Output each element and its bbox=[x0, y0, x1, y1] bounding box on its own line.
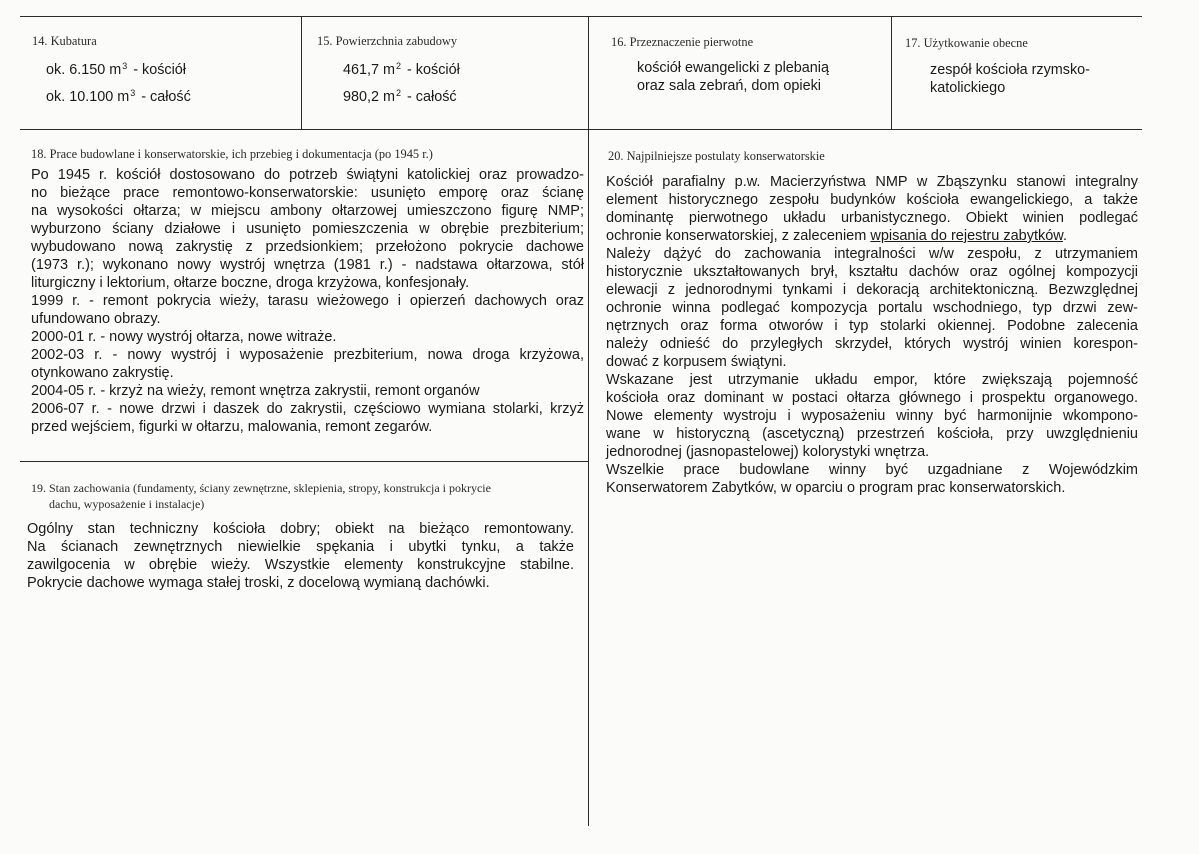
section-19-line: zawilgocenia w obrębie wieży. Wszystkie elementy konstrukcyjne stabilne. bbox=[27, 557, 574, 573]
section-20-line: Wszelkie prace budowlane winny być uzgadniane z Wojewódzkim bbox=[606, 462, 1138, 478]
section-17-line-2: katolickiego bbox=[930, 80, 1006, 96]
section-19-line: Na ścianach zewnętrznych niewielkie spękania i ubytki tynku, a także bbox=[27, 539, 574, 555]
divider-14-15 bbox=[301, 16, 302, 129]
divider-16-17 bbox=[891, 16, 892, 129]
section-17-line-1: zespół kościoła rzymsko- bbox=[930, 62, 1090, 78]
register-entry-recommendation: wpisania do rejestru zabytków bbox=[870, 228, 1063, 244]
section-15-value-total: 980,2 $m^2$ - całość bbox=[343, 88, 457, 105]
section-20-line: dominantę pierwotnego układu urbanistycznego. Obiekt winien podlegać bbox=[606, 210, 1138, 226]
section-19-title-line-2: dachu, wyposażenie i instalacje) bbox=[49, 497, 205, 511]
section-20-line: elewacji z jednorodnymi tynkami i dekoracją architektoniczną. Bezwzględnej bbox=[606, 282, 1138, 298]
section-18-line: no bieżące prace remontowo-konserwatorskie: usunięto emporę oraz ścianę bbox=[31, 185, 584, 201]
section-16-title: 16. Przeznaczenie pierwotne bbox=[611, 35, 754, 49]
section-20-line: Kościół parafialny p.w. Macierzyństwa NMP w Zbąszynku stanowi integralny bbox=[606, 174, 1138, 190]
section-20-line: wane w historyczną (ascetyczną) przestrzeń kościoła, przy uwzględnieniu bbox=[606, 426, 1138, 442]
top-row-bottom-border bbox=[20, 129, 1142, 130]
section-15-title: 15. Powierzchnia zabudowy bbox=[317, 34, 458, 48]
section-18-line: 2006-07 r. - nowe drzwi i daszek do zakrystii, częściowo wymiana stolarki, krzyż bbox=[31, 401, 584, 417]
section-20-title: 20. Najpilniejsze postulaty konserwatorskie bbox=[608, 149, 825, 163]
section-14-title: 14. Kubatura bbox=[32, 34, 97, 48]
section-19-line: Pokrycie dachowe wymaga stałej troski, z docelową wymianą dachówki. bbox=[27, 575, 490, 591]
section-17-title: 17. Użytkowanie obecne bbox=[905, 36, 1028, 50]
section-14-value-church: ok. 6.150 $m^3$ - kościół bbox=[46, 61, 186, 78]
section-20-line: Nowe elementy wystroju i wyposażeniu winny być harmonijnie wkompono- bbox=[606, 408, 1138, 424]
section-16-line-1: kościół ewangelicki z plebanią bbox=[637, 60, 829, 76]
section-18-title: 18. Prace budowlane i konserwatorskie, ich przebieg i dokumentacja (po 1945 r.) bbox=[31, 147, 433, 161]
section-19-line: Ogólny stan techniczny kościoła dobry; obiekt na bieżąco remontowany. bbox=[27, 521, 574, 537]
section-20-line: Konserwatorem Zabytków, w oparciu o program prac konserwatorskich. bbox=[606, 480, 1066, 496]
section-20-line: ochronie konserwatorskiej, z zaleceniem wpisania do rejestru zabytków. bbox=[606, 228, 1068, 244]
section-14-value-total: ok. 10.100 $m^3$ - całość bbox=[46, 88, 191, 105]
section-18-line: Po 1945 r. kościół dostosowano do potrzeb świątyni katolickiej oraz prowadzo- bbox=[31, 167, 584, 183]
section-20-line: Należy dążyć do zachowania integralności w/w zespołu, z utrzymaniem bbox=[606, 246, 1138, 262]
section-20-line: kościoła oraz dominant w postaci ołtarza głównego i prospektu organowego. bbox=[606, 390, 1138, 406]
section-18-line: 2004-05 r. - krzyż na wieży, remont wnętrza zakrystii, remont organów bbox=[31, 383, 480, 399]
section-18-line: ufundowano obrazy. bbox=[31, 311, 161, 327]
section-16-line-2: oraz sala zebrań, dom opieki bbox=[637, 78, 821, 94]
section-18-line: (1973 r.); wykonano nowy wystrój wnętrza (1981 r.) - nadstawa ołtarzowa, stół bbox=[31, 257, 584, 273]
section-20-line: należy odnieść do przyległych skrzydeł, których wystrój winien korespon- bbox=[606, 336, 1138, 352]
section-18-line: wyburzono ściany działowe i usunięto pomieszczenia w obrębie prezbiterium; bbox=[31, 221, 584, 237]
section-19-title-line-1: 19. Stan zachowania (fundamenty, ściany zewnętrzne, sklepienia, stropy, konstrukcja i pokrycie bbox=[31, 481, 491, 495]
section-18-line: na wysokości ołtarza; w miejscu ambony ołtarzowej umieszczono figurę NMP; bbox=[31, 203, 584, 219]
section-18-line: 2002-03 r. - nowy wystrój i wyposażenie prezbiterium, nowa droga krzyżowa, bbox=[31, 347, 584, 363]
section-18-line: 2000-01 r. - nowy wystrój ołtarza, nowe witraże. bbox=[31, 329, 337, 345]
section-18-line: wybudowano nową zakrystię z przedsionkiem; przełożono pokrycie dachowe bbox=[31, 239, 584, 255]
section-20-line: jednorodnej (jasnopastelowej) kolorystyki wnętrza. bbox=[606, 444, 930, 460]
center-divider bbox=[588, 16, 589, 826]
section-18-line: przed wejściem, figurki w ołtarzu, malowania, remont zegarów. bbox=[31, 419, 433, 435]
section-18-19-divider bbox=[20, 461, 588, 462]
section-18-line: otynkowano zakrystię. bbox=[31, 365, 174, 381]
section-20-line: historycznie ukształtowanych brył, kształtu dachów oraz ogólnej kompozycji bbox=[606, 264, 1138, 280]
section-20-line: element historycznego zespołu budynków kościoła ewangelickiego, a także bbox=[606, 192, 1138, 208]
section-18-line: liturgiczny i lektorium, ołtarze boczne, droga krzyżowa, konfesjonały. bbox=[31, 275, 470, 291]
top-border bbox=[20, 16, 1142, 17]
section-20-line: ochronie winna podlegać kompozycja portalu wschodniego, typ drzwi zew- bbox=[606, 300, 1138, 316]
section-20-line: Wskazane jest utrzymanie układu empor, które zwiększają pojemność bbox=[606, 372, 1138, 388]
section-15-value-church: 461,7 $m^2$ - kościół bbox=[343, 61, 460, 78]
section-18-line: 1999 r. - remont pokrycia wieży, tarasu wieżowego i opierzeń dachowych oraz bbox=[31, 293, 584, 309]
section-20-line: dować z korpusem świątyni. bbox=[606, 354, 787, 370]
section-20-line: nętrznych oraz forma otworów i typ stolarki okiennej. Podobne zalecenia bbox=[606, 318, 1138, 334]
